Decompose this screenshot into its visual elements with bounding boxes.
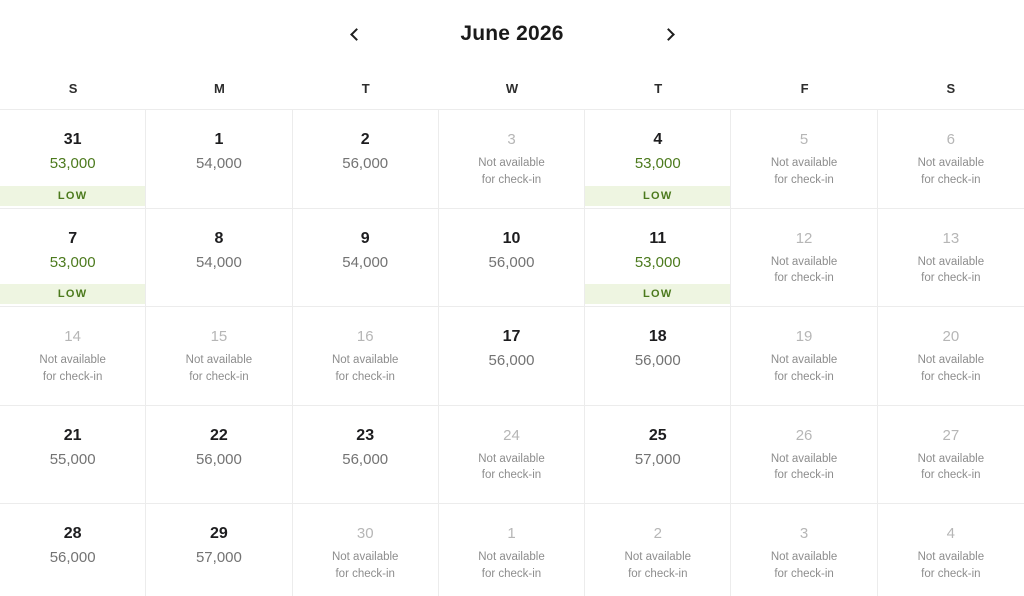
day-number: 19	[795, 328, 813, 345]
day-number: 23	[356, 426, 375, 444]
award-price: 57,000	[195, 549, 242, 566]
day-cell-30-w5	[293, 503, 439, 596]
award-price: 56,000	[488, 253, 535, 271]
award-price: 56,000	[342, 450, 389, 468]
low-badge: LOW	[0, 186, 145, 206]
dow-sunday: S	[68, 81, 78, 96]
day-number: 25	[648, 426, 667, 444]
day-cell-28-w5[interactable]	[0, 503, 146, 596]
day-number: 1	[507, 525, 516, 542]
award-price: 54,000	[342, 253, 389, 271]
not-available-text: Not available for check-in	[770, 551, 838, 580]
not-available-text: Not available for check-in	[39, 354, 106, 383]
award-price: 56,000	[49, 549, 96, 566]
dow-tuesday: T	[361, 81, 370, 96]
day-number: 8	[214, 229, 224, 247]
day-cell-4-w5	[878, 503, 1024, 596]
day-number: 26	[795, 426, 813, 444]
chevron-right-icon	[662, 28, 675, 41]
award-price: 54,000	[195, 155, 242, 172]
next-month-button[interactable]	[655, 19, 685, 49]
day-cell-11-w2[interactable]	[585, 208, 731, 307]
day-number: 2	[653, 525, 662, 542]
day-cell-5-w1	[731, 109, 877, 208]
day-number: 9	[360, 229, 370, 247]
not-available-text: Not available for check-in	[917, 551, 985, 580]
day-number: 28	[63, 525, 82, 542]
day-cell-3-w1	[439, 109, 585, 208]
award-price: 53,000	[49, 155, 96, 172]
day-number: 18	[648, 328, 667, 345]
dow-monday: M	[214, 81, 225, 96]
award-price: 54,000	[195, 253, 242, 271]
day-number: 10	[502, 229, 521, 247]
day-number: 2	[360, 131, 370, 148]
not-available-text: Not available for check-in	[917, 157, 985, 186]
award-price: 56,000	[195, 450, 242, 468]
day-number: 12	[795, 229, 813, 247]
day-number: 17	[502, 328, 521, 345]
day-number: 16	[356, 328, 374, 345]
day-number: 3	[507, 131, 516, 148]
day-cell-23-w4[interactable]	[293, 405, 439, 504]
day-number: 30	[356, 525, 374, 542]
not-available-text: Not available for check-in	[770, 354, 838, 383]
day-cell-1-w1[interactable]	[146, 109, 292, 208]
chevron-left-icon	[350, 28, 363, 41]
calendar-month-title: June 2026	[460, 22, 564, 45]
day-number: 4	[946, 525, 956, 542]
award-price: 53,000	[634, 253, 681, 271]
day-number: 7	[68, 229, 78, 247]
not-available-text: Not available for check-in	[331, 354, 399, 383]
day-cell-10-w2[interactable]	[439, 208, 585, 307]
award-price: 53,000	[634, 155, 681, 172]
day-cell-12-w2	[731, 208, 877, 307]
not-available-text: Not available for check-in	[917, 255, 985, 284]
day-cell-13-w2	[878, 208, 1024, 307]
day-cell-7-w2[interactable]	[0, 208, 146, 307]
not-available-text: Not available for check-in	[478, 551, 545, 580]
day-cell-29-w5[interactable]	[146, 503, 292, 596]
day-cell-31-w1[interactable]	[0, 109, 146, 208]
day-cell-24-w4	[439, 405, 585, 504]
day-number: 15	[210, 328, 228, 345]
calendar-grid	[0, 109, 1024, 596]
not-available-text: Not available for check-in	[770, 255, 838, 284]
day-number: 29	[210, 525, 228, 542]
dow-friday: F	[800, 81, 809, 96]
day-cell-2-w5	[585, 503, 731, 596]
day-cell-19-w3	[731, 306, 877, 405]
day-number: 11	[649, 229, 667, 247]
calendar-header	[0, 0, 1024, 68]
day-cell-17-w3[interactable]	[439, 306, 585, 405]
not-available-text: Not available for check-in	[770, 157, 838, 186]
day-number: 6	[946, 131, 956, 148]
not-available-text: Not available for check-in	[770, 452, 838, 481]
day-number: 21	[63, 426, 82, 444]
low-badge: LOW	[0, 284, 145, 304]
dow-saturday: S	[946, 81, 956, 96]
day-cell-16-w3	[293, 306, 439, 405]
prev-month-button[interactable]	[339, 19, 369, 49]
day-cell-2-w1[interactable]	[293, 109, 439, 208]
award-price: 56,000	[342, 155, 389, 172]
low-badge: LOW	[585, 284, 730, 304]
day-cell-27-w4	[878, 405, 1024, 504]
award-price: 56,000	[634, 352, 681, 369]
day-number: 14	[64, 328, 81, 345]
award-price: 56,000	[488, 352, 535, 369]
day-cell-18-w3[interactable]	[585, 306, 731, 405]
day-number: 22	[210, 426, 228, 444]
day-cell-1-w5	[439, 503, 585, 596]
day-number: 27	[942, 426, 960, 444]
day-number: 31	[63, 131, 82, 148]
not-available-text: Not available for check-in	[624, 551, 692, 580]
day-number: 20	[942, 328, 960, 345]
day-cell-20-w3	[878, 306, 1024, 405]
day-number: 24	[503, 426, 520, 444]
day-of-week-header	[0, 68, 1024, 109]
award-price: 53,000	[49, 253, 96, 271]
not-available-text: Not available for check-in	[917, 452, 985, 481]
not-available-text: Not available for check-in	[478, 452, 545, 481]
not-available-text: Not available for check-in	[331, 551, 399, 580]
day-cell-15-w3	[146, 306, 292, 405]
not-available-text: Not available for check-in	[478, 157, 545, 186]
dow-thursday: T	[654, 81, 663, 96]
day-cell-22-w4[interactable]	[146, 405, 292, 504]
low-badge: LOW	[585, 186, 730, 206]
day-cell-8-w2[interactable]	[146, 208, 292, 307]
not-available-text: Not available for check-in	[185, 354, 253, 383]
not-available-text: Not available for check-in	[917, 354, 985, 383]
day-number: 13	[942, 229, 960, 247]
day-cell-26-w4	[731, 405, 877, 504]
day-cell-4-w1[interactable]	[585, 109, 731, 208]
award-price: 55,000	[49, 450, 96, 468]
award-price: 57,000	[634, 450, 681, 468]
day-number: 1	[214, 131, 224, 148]
day-cell-25-w4[interactable]	[585, 405, 731, 504]
day-number: 5	[799, 131, 809, 148]
day-cell-9-w2[interactable]	[293, 208, 439, 307]
day-cell-14-w3	[0, 306, 146, 405]
dow-wednesday: W	[505, 81, 519, 96]
day-cell-21-w4[interactable]	[0, 405, 146, 504]
day-number: 3	[799, 525, 809, 542]
day-number: 4	[653, 131, 663, 148]
day-cell-6-w1	[878, 109, 1024, 208]
day-cell-3-w5	[731, 503, 877, 596]
